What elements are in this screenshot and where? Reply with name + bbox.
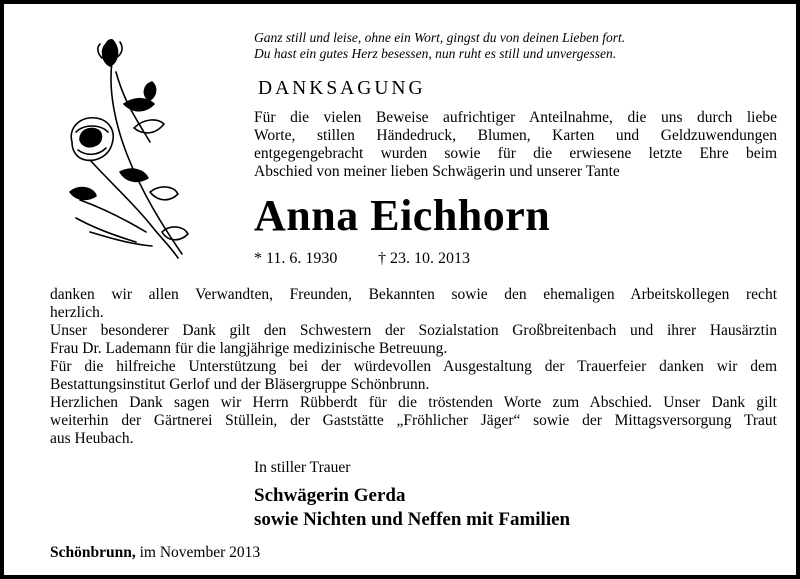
body-line: Bestattungsinstitut Gerlof und der Bläsergruppe Schönbrunn. [50, 376, 430, 393]
date: im November 2013 [135, 544, 261, 561]
life-dates [254, 250, 470, 268]
body-line: Unser besonderer Dank gilt den Schwestern der Sozialstation Großbreitenbach und ihrer Hausärztin [50, 322, 777, 339]
heading: DANKSAGUNG [258, 78, 426, 99]
poem-line: Ganz still und leise, ohne ein Wort, gingst du von deinen Lieben fort. [254, 30, 626, 45]
intro-line: Worte, stillen Händedruck, Blumen, Karten und Geldzuwendungen [254, 127, 777, 144]
body-line: herzlich. [50, 304, 104, 321]
deceased-name: Anna Eichhorn [254, 191, 551, 240]
body-line: aus Heubach. [50, 430, 134, 447]
body-line: Frau Dr. Lademann für die langjährige medizinische Betreuung. [50, 340, 448, 357]
mourners [254, 484, 570, 532]
birth-date: * 11. 6. 1930 [254, 250, 338, 267]
poem-line: Du hast ein gutes Herz besessen, nun ruht es still und unvergessen. [254, 46, 617, 61]
poem-verse [254, 30, 774, 62]
place-date [50, 544, 260, 562]
place: Schönbrunn, [50, 544, 136, 561]
grief-line: In stiller Trauer [254, 459, 351, 476]
intro-text [254, 109, 777, 181]
mourner-line: Schwägerin Gerda [254, 485, 406, 506]
rose-illustration [50, 32, 200, 264]
mourner-line: sowie Nichten und Neffen mit Familien [254, 509, 571, 530]
body-line: danken wir allen Verwandten, Freunden, Bekannten sowie den ehemaligen Arbeitskollegen recht [50, 286, 777, 303]
intro-line: entgegengebracht wurden sowie für die erwiesene letzte Ehre beim [254, 145, 777, 162]
body-line: weiterhin der Gärtnerei Stüllein, der Gaststätte „Fröhlicher Jäger“ sowie der Mittagsversorgung Traut [50, 412, 777, 429]
intro-line: Für die vielen Beweise aufrichtiger Anteilnahme, die uns durch liebe [254, 109, 777, 126]
body-text [50, 286, 777, 448]
body-line: Für die hilfreiche Unterstützung bei der würdevollen Ausgestaltung der Trauerfeier danken wir dem [50, 358, 777, 375]
intro-line: Abschied von meiner lieben Schwägerin und unserer Tante [254, 163, 620, 180]
body-line: Herzlichen Dank sagen wir Herrn Rübberdt für die tröstenden Worte zum Abschied. Unser Dank gilt [50, 394, 777, 411]
death-date: † 23. 10. 2013 [378, 250, 470, 267]
